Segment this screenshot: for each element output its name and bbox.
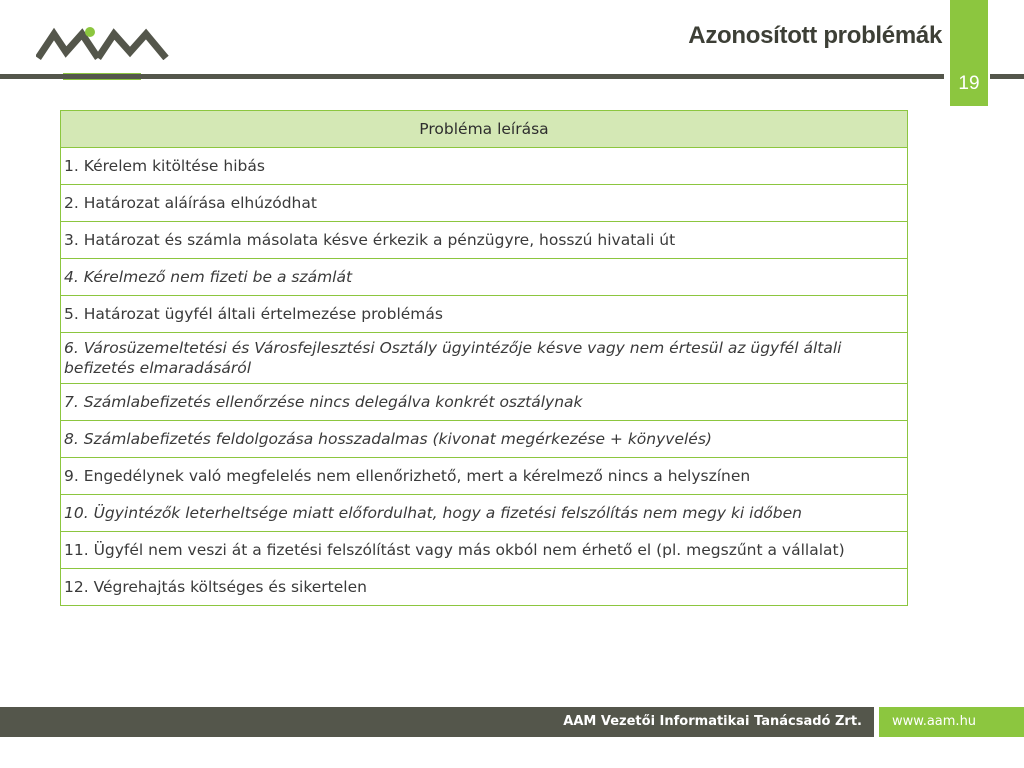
aam-logo bbox=[36, 26, 172, 60]
table-row bbox=[61, 569, 908, 606]
slide-title: Azonosított problémák bbox=[688, 22, 942, 49]
table-row bbox=[61, 421, 908, 458]
problem-cell: 4. Kérelmező nem fizeti be a számlát bbox=[61, 259, 908, 296]
table-row bbox=[61, 333, 908, 384]
page-number: 19 bbox=[958, 73, 980, 94]
problem-cell: 1. Kérelem kitöltése hibás bbox=[61, 148, 908, 185]
footer-company-name: AAM Vezetői Informatikai Tanácsadó Zrt. bbox=[563, 714, 862, 729]
problem-cell: 8. Számlabefizetés feldolgozása hosszadalmas (kivonat megérkezése + könyvelés) bbox=[61, 421, 908, 458]
header-divider bbox=[0, 74, 944, 79]
problem-cell: 6. Városüzemeltetési és Városfejlesztési Osztály ügyintézője késve vagy nem értesül az ügyfél általi befizetés elmaradásáról bbox=[61, 333, 908, 384]
footer bbox=[0, 707, 1024, 737]
table-row bbox=[61, 296, 908, 333]
table-row bbox=[61, 458, 908, 495]
table-row bbox=[61, 532, 908, 569]
problem-cell: 11. Ügyfél nem veszi át a fizetési felszólítást vagy más okból nem érhető el (pl. megszűnt a vállalat) bbox=[61, 532, 908, 569]
problems-table bbox=[60, 110, 908, 606]
table-row bbox=[61, 495, 908, 532]
problem-cell: 9. Engedélynek való megfelelés nem ellenőrizhető, mert a kérelmező nincs a helyszínen bbox=[61, 458, 908, 495]
table-row bbox=[61, 384, 908, 421]
table-row bbox=[61, 185, 908, 222]
table-row bbox=[61, 148, 908, 185]
table-row bbox=[61, 259, 908, 296]
problem-cell: 3. Határozat és számla másolata késve érkezik a pénzügyre, hosszú hivatali út bbox=[61, 222, 908, 259]
table-row bbox=[61, 222, 908, 259]
table-header-cell: Probléma leírása bbox=[61, 111, 908, 148]
logo-green-dot bbox=[85, 27, 95, 37]
table-header-row bbox=[61, 111, 908, 148]
problem-cell: 2. Határozat aláírása elhúzódhat bbox=[61, 185, 908, 222]
problem-cell: 5. Határozat ügyfél általi értelmezése problémás bbox=[61, 296, 908, 333]
footer-website-link[interactable]: www.aam.hu bbox=[892, 714, 977, 729]
problem-cell: 10. Ügyintézők leterheltsége miatt előfordulhat, hogy a fizetési felszólítás nem megy ki időben bbox=[61, 495, 908, 532]
header-divider-right bbox=[990, 74, 1024, 79]
problem-cell: 7. Számlabefizetés ellenőrzése nincs delegálva konkrét osztálynak bbox=[61, 384, 908, 421]
problem-cell: 12. Végrehajtás költséges és sikertelen bbox=[61, 569, 908, 606]
